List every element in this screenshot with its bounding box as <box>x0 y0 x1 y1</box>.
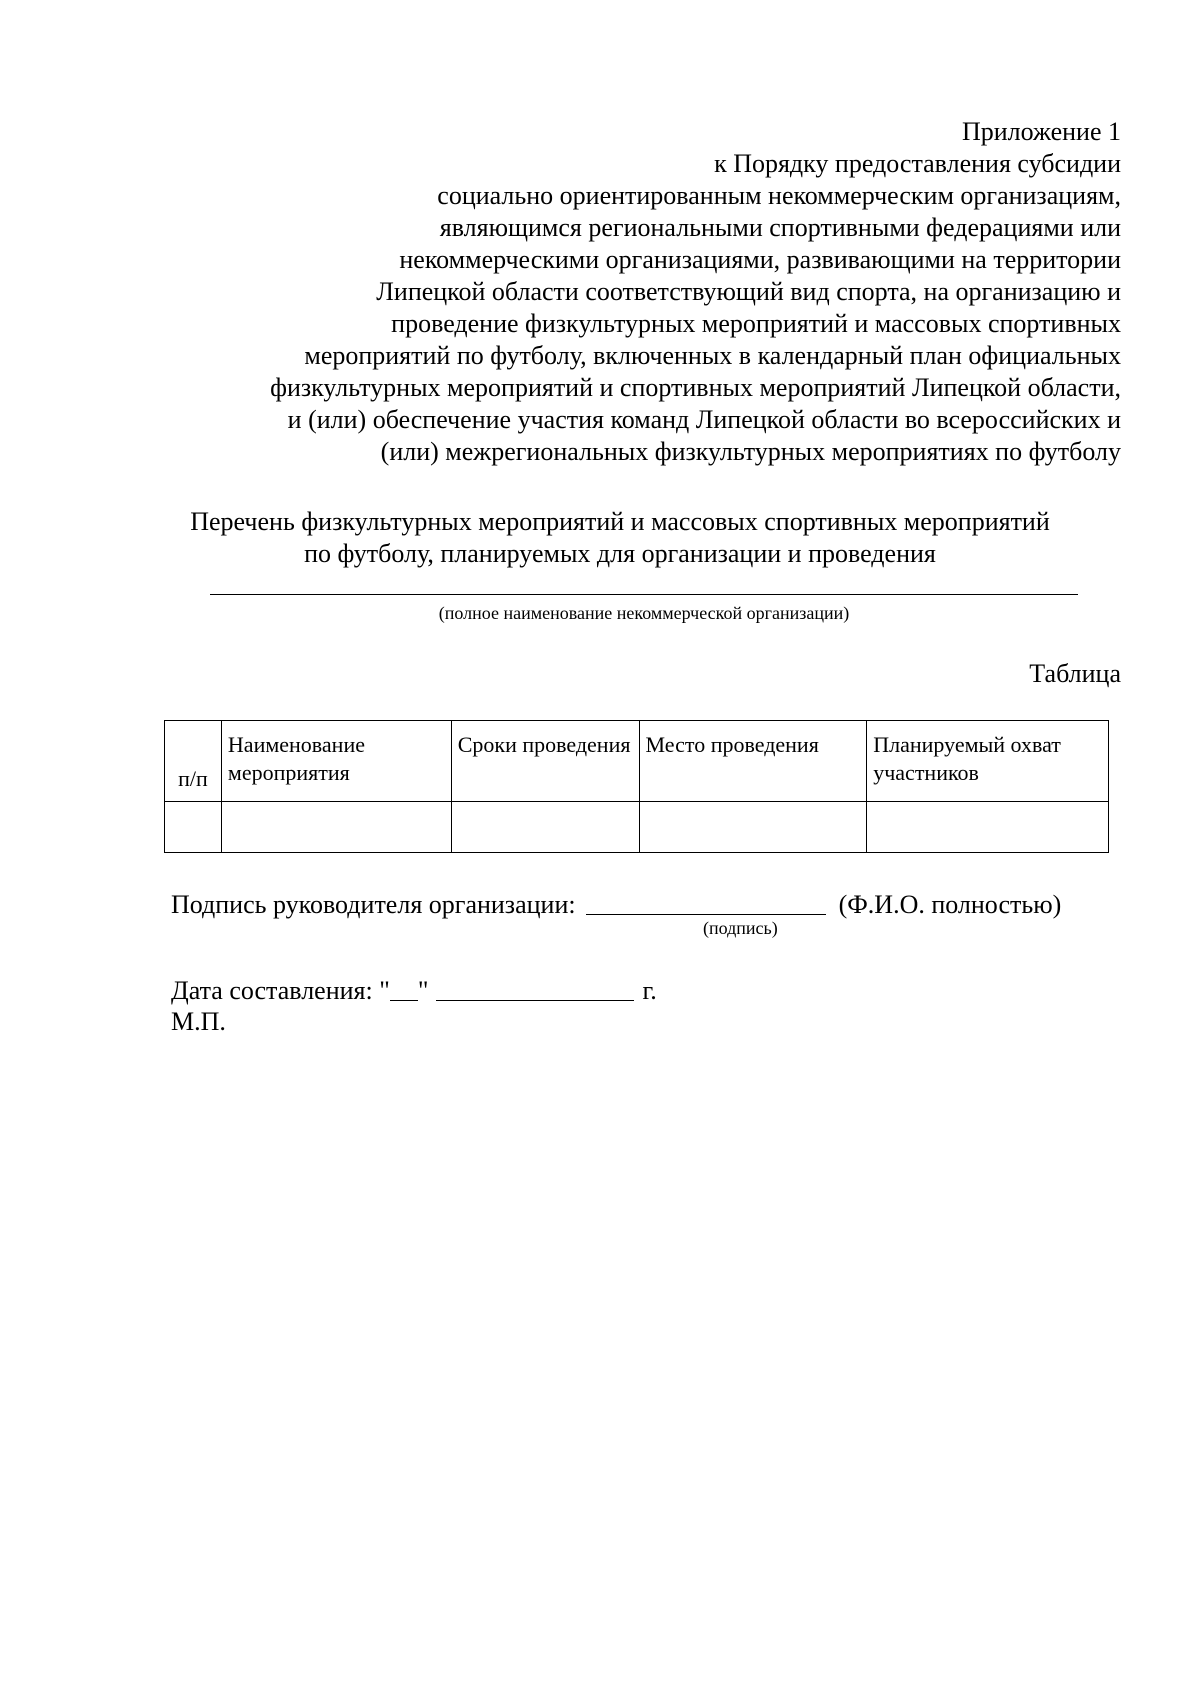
org-name-field-line[interactable] <box>210 594 1078 595</box>
signature-suffix: (Ф.И.О. полностью) <box>838 890 1062 919</box>
header-number: п/п <box>165 721 222 802</box>
table-cell[interactable] <box>221 802 451 853</box>
header-dates: Сроки проведения <box>451 721 639 802</box>
appendix-line: и (или) обеспечение участия команд Липецкой области во всероссийских и <box>287 405 1121 434</box>
date-line <box>171 974 657 1007</box>
table-cell[interactable] <box>451 802 639 853</box>
table-cell[interactable] <box>639 802 867 853</box>
appendix-line: мероприятий по футболу, включенных в календарный план официальных <box>304 341 1121 370</box>
date-suffix: г. <box>642 976 657 1005</box>
date-quote: " <box>417 976 429 1005</box>
appendix-line: являющимся региональными спортивными федерациями или <box>439 213 1121 242</box>
table-cell[interactable] <box>867 802 1109 853</box>
appendix-line: проведение физкультурных мероприятий и массовых спортивных <box>391 309 1121 338</box>
appendix-header <box>121 116 1121 468</box>
appendix-line: к Порядку предоставления субсидии <box>714 149 1121 178</box>
document-title <box>120 506 1120 570</box>
appendix-line: Липецкой области соответствующий вид спорта, на организацию и <box>376 277 1121 306</box>
header-event-name: Наименование мероприятия <box>221 721 451 802</box>
table-label: Таблица <box>1029 659 1121 688</box>
table-header-row <box>165 721 1109 802</box>
date-label: Дата составления: " <box>171 976 390 1005</box>
date-day-field[interactable] <box>390 976 418 1001</box>
header-venue: Место проведения <box>639 721 867 802</box>
appendix-line: социально ориентированным некоммерческим организациям, <box>437 181 1121 210</box>
signature-field[interactable] <box>586 888 826 915</box>
table-row <box>165 802 1109 853</box>
events-table <box>164 720 1109 853</box>
header-participants: Планируемый охват участников <box>867 721 1109 802</box>
signature-line <box>171 886 1111 921</box>
title-line-1: Перечень физкультурных мероприятий и массовых спортивных мероприятий <box>190 507 1050 536</box>
org-name-caption: (полное наименование некоммерческой организации) <box>438 603 850 623</box>
title-line-2: по футболу, планируемых для организации и проведения <box>304 539 936 568</box>
date-month-year-field[interactable] <box>436 976 634 1001</box>
appendix-line: Приложение 1 <box>961 117 1121 146</box>
appendix-line: (или) межрегиональных физкультурных мероприятиях по футболу <box>380 437 1121 466</box>
signature-label: Подпись руководителя организации: <box>171 890 576 919</box>
signature-caption: (подпись) <box>703 918 778 938</box>
appendix-line: физкультурных мероприятий и спортивных мероприятий Липецкой области, <box>270 373 1121 402</box>
appendix-line: некоммерческими организациями, развивающими на территории <box>399 245 1121 274</box>
stamp-label: М.П. <box>171 1007 226 1036</box>
table-cell[interactable] <box>165 802 222 853</box>
